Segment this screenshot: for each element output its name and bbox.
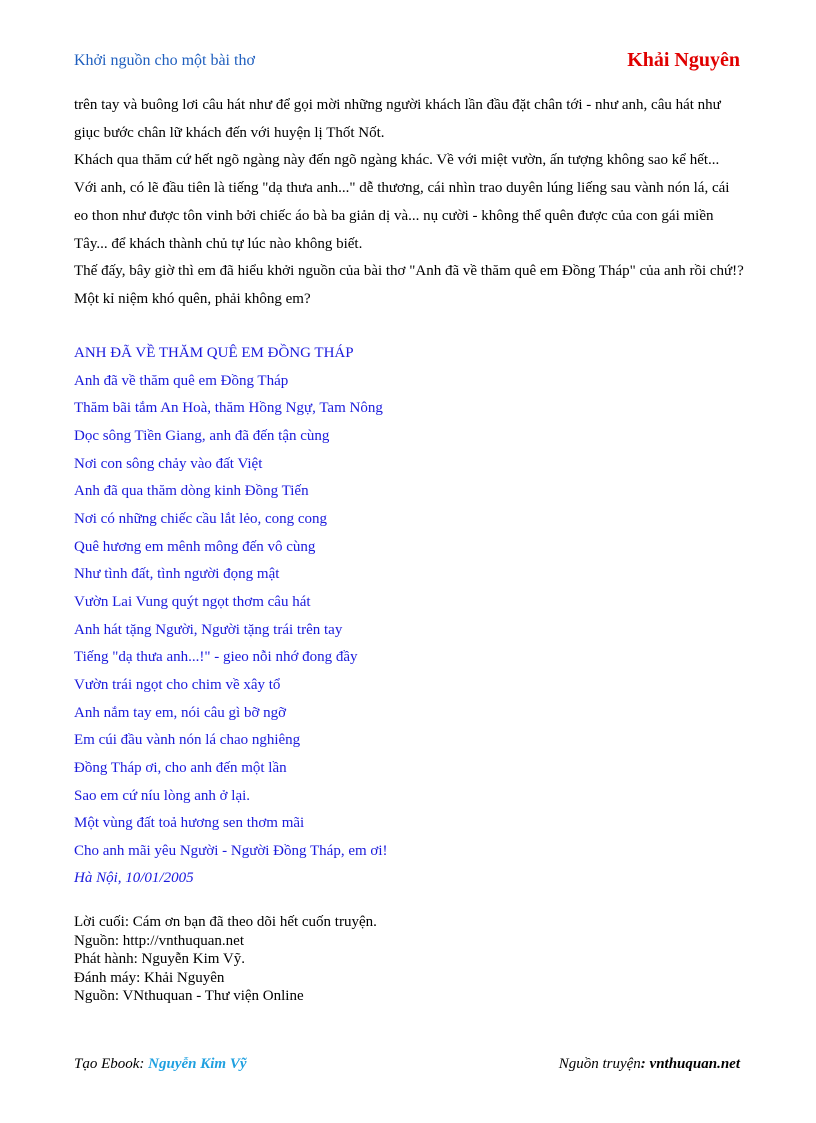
closing-line: Lời cuối: Cám ơn bạn đã theo dõi hết cuốn truyện. bbox=[74, 914, 377, 930]
footer-right-site: vnthuquan.net bbox=[649, 1056, 740, 1072]
header-title: Khởi nguồn cho một bài thơ bbox=[74, 52, 255, 69]
closing-line: Nguồn: http://vnthuquan.net bbox=[74, 932, 244, 949]
paragraph: trên tay và buông lơi câu hát như để gọi mời những người khách lần đầu đặt chân tới - như anh, câu hát như giục bước chân lữ khách đến với huyện lị Thốt Nốt. bbox=[74, 97, 721, 141]
poem-line: Cho anh mãi yêu Người - Người Đồng Tháp, em ơi! bbox=[74, 842, 388, 859]
poem-line: Nơi con sông chảy vào đất Việt bbox=[74, 455, 263, 472]
poem-line: Anh nắm tay em, nói câu gì bỡ ngỡ bbox=[74, 704, 287, 721]
footer-left-name: Nguyễn Kim Vỹ bbox=[148, 1056, 247, 1072]
poem-line: Sao em cứ níu lòng anh ở lại. bbox=[74, 787, 251, 804]
closing-line: Phát hành: Nguyễn Kim Vỹ. bbox=[74, 951, 245, 967]
poem-line: Vườn Lai Vung quýt ngọt thơm câu hát bbox=[74, 593, 311, 610]
footer-left-label: Tạo Ebook bbox=[74, 1056, 140, 1072]
footer-source-credit: Nguồn truyện: vnthuquan.net bbox=[558, 1056, 740, 1072]
poem-line: Như tình đất, tình người đọng mật bbox=[74, 566, 280, 583]
poem-line: Một vùng đất toả hương sen thơm mãi bbox=[74, 815, 305, 832]
poem-line: Thăm bãi tắm An Hoà, thăm Hồng Ngự, Tam Nông bbox=[74, 400, 383, 417]
poem-line: Tiếng "dạ thưa anh...!" - gieo nỗi nhớ đong đầy bbox=[74, 649, 358, 666]
poem-line: Vườn trái ngọt cho chim về xây tổ bbox=[74, 676, 281, 693]
paragraph: Khách qua thăm cứ hết ngõ ngàng này đến ngõ ngàng khác. Về với miệt vườn, ấn tượng không sao kể hết... bbox=[74, 152, 720, 169]
header-author: Khải Nguyên bbox=[627, 49, 740, 71]
poem-line: Đồng Tháp ơi, cho anh đến một lần bbox=[74, 759, 287, 776]
footer-ebook-credit: Tạo Ebook: Nguyễn Kim Vỹ bbox=[74, 1056, 247, 1072]
poem-line: Em cúi đầu vành nón lá chao nghiêng bbox=[74, 732, 301, 749]
poem-line: Nơi có những chiếc cầu lắt lẻo, cong cong bbox=[74, 510, 328, 527]
poem-line: Anh đã về thăm quê em Đồng Tháp bbox=[74, 372, 289, 389]
footer-right-label: Nguồn truyện bbox=[558, 1056, 641, 1072]
paragraph: Thế đấy, bây giờ thì em đã hiểu khởi nguồn của bài thơ "Anh đã về thăm quê em Đồng Tháp" của anh rồi chứ!? Một kỉ niệm khó quên, phải không em? bbox=[74, 263, 744, 307]
poem-line: Anh đã qua thăm dòng kinh Đồng Tiến bbox=[74, 483, 309, 500]
poem-date: Hà Nội, 10/01/2005 bbox=[74, 870, 194, 887]
poem-line: Quê hương em mênh mông đến vô cùng bbox=[74, 538, 316, 555]
poem-title: ANH ĐÃ VỀ THĂM QUÊ EM ĐỒNG THÁP bbox=[74, 345, 354, 361]
body-text bbox=[74, 92, 744, 314]
paragraph: Với anh, có lẽ đầu tiên là tiếng "dạ thưa anh..." dễ thương, cái nhìn trao duyên lúng liếng sau vành nón lá, cái eo thon như được tôn vinh bởi chiếc áo bà ba giản dị và... nụ cười - không thể quên được của con gái miền Tây... để khách thành chủ tự lúc nào không biết. bbox=[74, 180, 730, 252]
poem-line: Anh hát tặng Người, Người tặng trái trên tay bbox=[74, 621, 343, 638]
closing-notes bbox=[74, 913, 377, 1006]
closing-line: Nguồn: VNthuquan - Thư viện Online bbox=[74, 988, 304, 1004]
poem-line: Dọc sông Tiền Giang, anh đã đến tận cùng bbox=[74, 427, 330, 444]
poem bbox=[74, 340, 744, 893]
closing-line: Đánh máy: Khải Nguyên bbox=[74, 969, 225, 986]
